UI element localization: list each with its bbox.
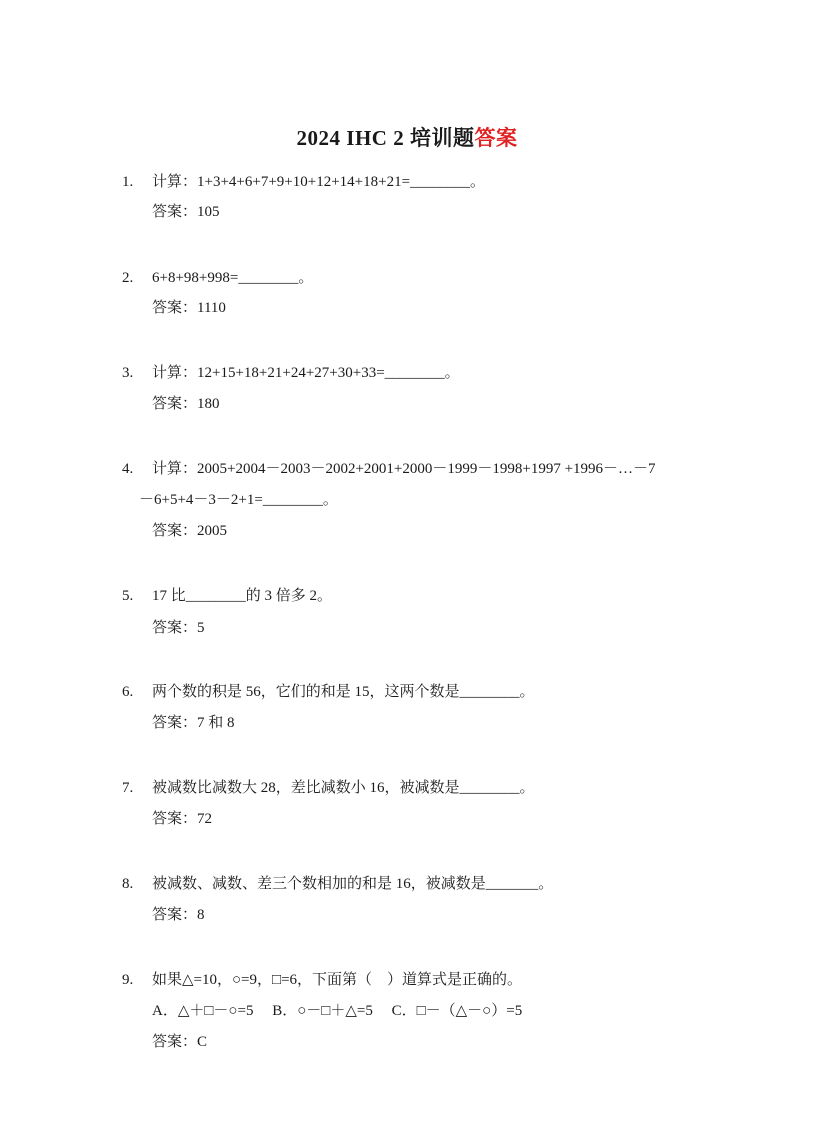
answer-text: 答案：2005 <box>152 523 228 539</box>
question-number: 6. <box>122 684 134 700</box>
title-accent: 答案 <box>474 126 518 150</box>
page-title <box>0 122 814 152</box>
question-number: 4. <box>122 461 134 477</box>
question-number: 3. <box>122 365 134 381</box>
question-number: 8. <box>122 876 134 892</box>
question-text: 17 比________的 3 倍多 2。 <box>152 588 333 604</box>
question-text: 计算：12+15+18+21+24+27+30+33=________。 <box>152 365 460 381</box>
question-text: 被减数、减数、差三个数相加的和是 16，被减数是_______。 <box>152 876 554 892</box>
answer-text: 答案：5 <box>152 620 205 636</box>
answer-text: 答案：105 <box>152 204 220 220</box>
question-number: 7. <box>122 780 134 796</box>
question-number: 9. <box>122 972 134 988</box>
question-text: 计算：2005+2004－2003－2002+2001+2000－1999－1998+1997 +1996－…－7 <box>152 461 656 477</box>
answer-text: 答案：1110 <box>152 300 226 316</box>
question-text: 6+8+98+998=________。 <box>152 270 314 286</box>
question-text: 被减数比减数大 28，差比减数小 16，被减数是________。 <box>152 780 535 796</box>
answer-text: 答案：8 <box>152 907 205 923</box>
title-main: 2024 IHC 2 培训题 <box>296 126 475 150</box>
question-text: 如果△=10，○=9，□=6，下面第（ ）道算式是正确的。 <box>152 972 523 988</box>
question-text: 计算：1+3+4+6+7+9+10+12+14+18+21=________。 <box>152 174 486 190</box>
question-number: 1. <box>122 174 134 190</box>
answer-text: 答案：C <box>152 1034 208 1050</box>
question-number: 5. <box>122 588 134 604</box>
question-text-continued: －6+5+4－3－2+1=________。 <box>139 492 338 508</box>
answer-text: 答案：7 和 8 <box>152 715 235 731</box>
question-options: A．△＋□－○=5 B．○－□＋△=5 C．□－（△－○）=5 <box>152 1003 523 1019</box>
answer-text: 答案：180 <box>152 396 220 412</box>
question-number: 2. <box>122 270 134 286</box>
answer-text: 答案：72 <box>152 811 213 827</box>
question-text: 两个数的积是 56，它们的和是 15，这两个数是________。 <box>152 684 535 700</box>
